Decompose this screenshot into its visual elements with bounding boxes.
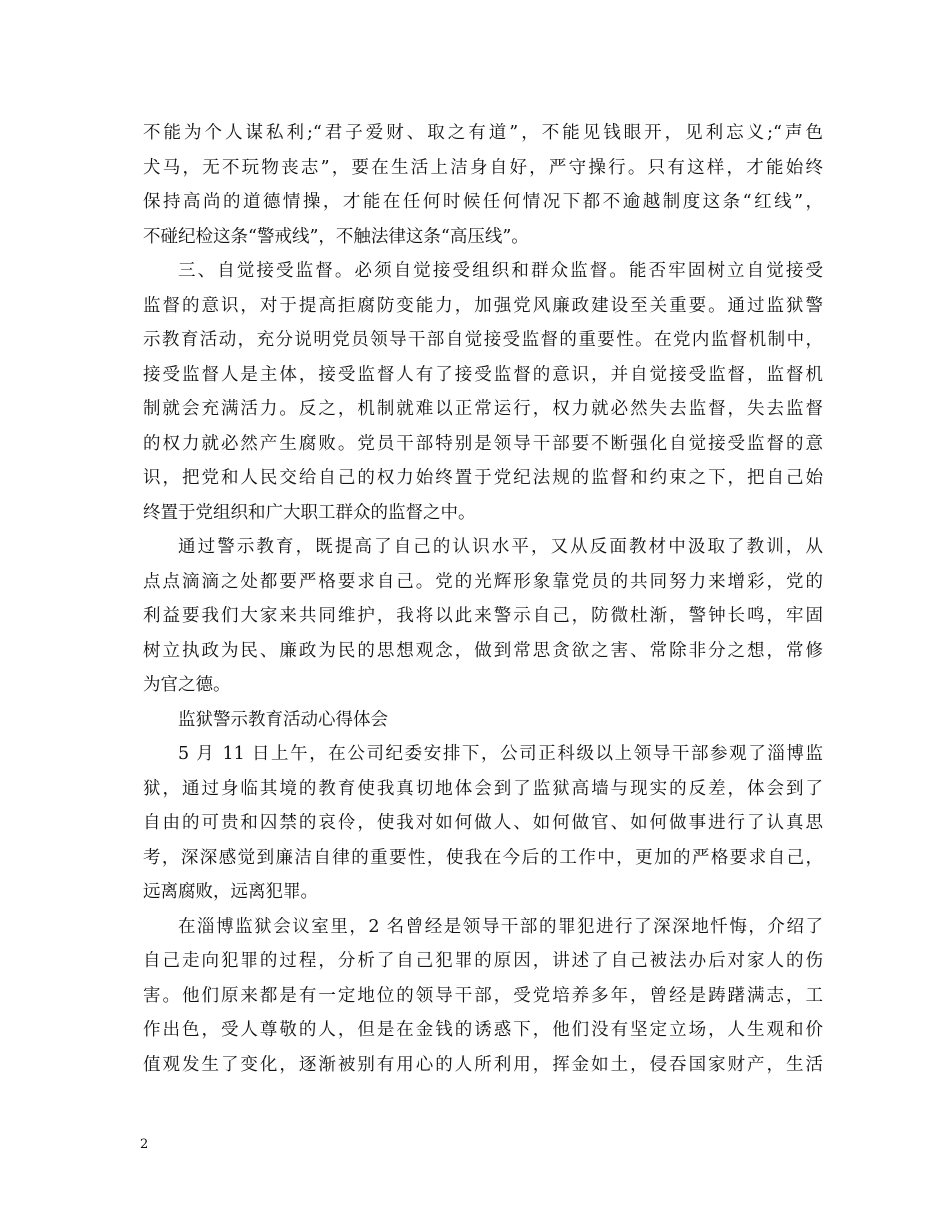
paragraph-start-line: 在淄博监狱会议室里，2 名曾经是领导干部的罪犯进行了深深地忏悔，介绍了 xyxy=(178,916,823,937)
text-line: 树立执政为民、廉政为民的思想观念，做到常思贪欲之害、常除非分之想，常修 xyxy=(143,640,823,661)
text-line: 利益要我们大家来共同维护，我将以此来警示自己，防微杜渐，警钟长鸣，牢固 xyxy=(143,606,823,626)
page-number: 2 xyxy=(140,1137,149,1152)
text-line: 的权力就必然产生腐败。党员干部特别是领导干部要不断强化自觉接受监督的意 xyxy=(143,433,823,454)
text-line: 制就会充满活力。反之，机制就难以正常运行，权力就必然失去监督，失去监督 xyxy=(143,399,823,419)
section-heading: 监狱警示教育活动心得体会 xyxy=(178,709,388,730)
document-body xyxy=(143,116,823,1082)
text-line: 示教育活动，充分说明党员领导干部自觉接受监督的重要性。在党内监督机制中， xyxy=(143,330,823,350)
paragraph-start-line: 三、自觉接受监督。必须自觉接受组织和群众监督。能否牢固树立自觉接受 xyxy=(178,261,823,281)
text-line: 为官之德。 xyxy=(143,675,231,695)
text-line: 终置于党组织和广大职工群众的监督之中。 xyxy=(143,502,476,523)
text-line: 犬马，无不玩物丧志”，要在生活上洁身自好，严守操行。只有这样，才能始终 xyxy=(143,157,823,178)
paragraph-start-line: 5 月 11 日上午，在公司纪委安排下，公司正科级以上领导干部参观了淄博监 xyxy=(178,744,823,764)
text-line: 作出色，受人尊敬的人，但是在金钱的诱惑下，他们没有坚定立场，人生观和价 xyxy=(143,1020,823,1040)
paragraph-start-line: 通过警示教育，既提高了自己的认识水平，又从反面教材中汲取了教训，从 xyxy=(178,537,823,557)
text-line: 自己走向犯罪的过程，分析了自己犯罪的原因，讲述了自己被法办后对家人的伤 xyxy=(143,951,823,971)
text-line: 点点滴滴之处都要严格要求自己。党的光辉形象靠党员的共同努力来增彩，党的 xyxy=(143,571,823,592)
text-line: 狱，通过身临其境的教育使我真切地体会到了监狱高墙与现实的反差，体会到了 xyxy=(143,778,823,799)
text-line: 不碰纪检这条“警戒线”，不触法律这条“高压线”。 xyxy=(143,226,529,247)
text-line: 远离腐败，远离犯罪。 xyxy=(143,882,318,902)
text-line: 害。他们原来都是有一定地位的领导干部，受党培养多年，曾经是踌躇满志，工 xyxy=(143,985,823,1006)
text-line: 监督的意识，对于提高拒腐防变能力，加强党风廉政建设至关重要。通过监狱警 xyxy=(143,295,823,316)
text-line: 不能为个人谋私利;“君子爱财、取之有道”，不能见钱眼开，见利忘义;“声色 xyxy=(143,123,823,143)
text-line: 值观发生了变化，逐渐被别有用心的人所利用，挥金如土，侵吞国家财产，生活 xyxy=(143,1054,823,1075)
text-line: 自由的可贵和囚禁的哀伶，使我对如何做人、如何做官、如何做事进行了认真思 xyxy=(143,813,823,833)
text-line: 接受监督人是主体，接受监督人有了接受监督的意识，并自觉接受监督，监督机 xyxy=(143,364,823,385)
text-line: 保持高尚的道德情操，才能在任何时候任何情况下都不逾越制度这条“红线”， xyxy=(143,192,823,212)
text-line: 考，深深感觉到廉洁自律的重要性，使我在今后的工作中，更加的严格要求自己， xyxy=(143,847,823,868)
text-line: 识，把党和人民交给自己的权力始终置于党纪法规的监督和约束之下，把自己始 xyxy=(143,468,823,488)
